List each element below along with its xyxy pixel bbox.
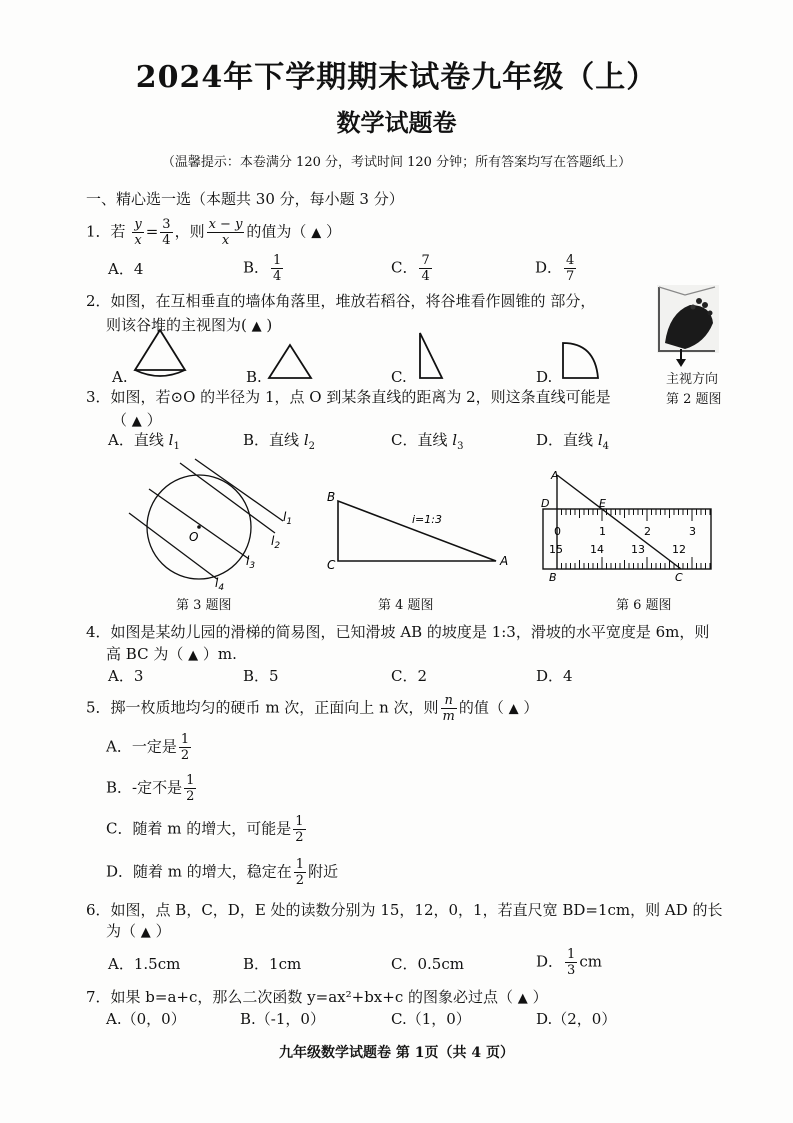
page-footer: 九年级数学试题卷 第 1页（共 4 页） <box>279 1045 514 1061</box>
label-c: C <box>675 571 683 584</box>
question-1 <box>86 217 341 248</box>
q2-option-b-figure <box>265 340 315 385</box>
label-b: B <box>549 571 557 584</box>
label-l1: $l_1$ <box>283 510 293 527</box>
q4-option-d: D．4 <box>536 667 573 685</box>
ruler-bottom-number: 13 <box>631 543 645 556</box>
line-l2 <box>180 463 275 533</box>
q3-option-c: C．直线 $l_3$ <box>391 431 464 452</box>
answer-blank-marker: ▲ <box>251 319 262 334</box>
label-d: D <box>541 497 550 510</box>
label-e: E <box>599 497 606 510</box>
q6-option-b: B．1cm <box>243 955 302 973</box>
q2-option-b-label: B. <box>246 368 262 386</box>
photo-view-direction-label: 主视方向 <box>666 372 719 387</box>
q2-option-a-figure <box>130 325 190 385</box>
label-a: A <box>551 469 559 482</box>
answer-blank-marker: ▲ <box>311 225 322 241</box>
exam-tip: （温馨提示：本卷满分 120 分，考试时间 120 分钟；所有答案均写在答题纸上） <box>161 155 632 170</box>
label-l2: $l_2$ <box>271 534 281 551</box>
q2-line1: 2．如图，在互相垂直的墙体角落里，堆放若稻谷，将谷堆看作圆锥的 部分， <box>86 292 596 310</box>
ruler-bottom-number: 15 <box>549 543 563 556</box>
fig6-ruler-diagram <box>535 465 720 585</box>
q7-option-d: D.（2，0） <box>536 1010 617 1028</box>
q4-line1: 4．如图是某幼儿园的滑梯的简易图，已知滑坡 AB 的坡度是 1:3，滑坡的水平宽度是 6m，则 <box>86 623 710 641</box>
fig3-circle-diagram <box>125 455 305 590</box>
q5-option-a: A．一定是 $\frac{1}{2}$ <box>106 732 190 763</box>
question-5: 5．掷一枚质地均匀的硬币 m 次，正面向上 n 次，则 $\frac{n}{m}$ 的值（ ▲ ） <box>86 693 539 724</box>
ruler-top-number: 0 <box>554 525 561 538</box>
slope-label: i=1:3 <box>412 513 442 526</box>
line-l1 <box>195 459 283 521</box>
q1-given-frac: $\frac{y}{x}$ <box>134 217 142 248</box>
q1-option-a: A．4 <box>108 260 144 278</box>
q7-option-a: A.（0，0） <box>106 1010 186 1028</box>
q1-post: ，则 <box>174 222 205 241</box>
label-a: A <box>500 554 509 568</box>
q6-line1: 6．如图，点 B，C，D，E 处的读数分别为 15，12，0，1，若直尺宽 BD=1cm，则 AD 的长 <box>86 901 723 919</box>
q3-option-d: D．直线 $l_4$ <box>536 431 609 452</box>
q7-option-b: B.（-1，0） <box>240 1010 325 1028</box>
q1-num: 1． <box>86 222 111 241</box>
q7-option-c: C.（1，0） <box>391 1010 471 1028</box>
label-b: B <box>327 490 336 504</box>
q2-option-a-label: A. <box>112 368 128 386</box>
q2-option-d-label: D. <box>536 368 553 386</box>
fig4-caption: 第 4 题图 <box>378 598 434 613</box>
exam-subtitle: 数学试题卷 <box>336 108 457 137</box>
label-l3: $l_3$ <box>246 554 256 571</box>
exam-title: 2024年下学期期末试卷九年级（上） <box>135 60 658 95</box>
q6-option-a: A．1.5cm <box>108 955 181 973</box>
ruler-bottom-number: 12 <box>672 543 686 556</box>
line-l3 <box>149 489 249 559</box>
q5-option-b: B．-定不是 $\frac{1}{2}$ <box>106 773 195 804</box>
grain-pile-photo <box>655 283 721 368</box>
answer-blank-marker: ▲ <box>517 991 528 1006</box>
ruler-top-number: 2 <box>644 525 651 538</box>
fig6-caption: 第 6 题图 <box>616 598 672 613</box>
q3-line2: （ ▲ ） <box>112 411 162 429</box>
section-heading: 一、精心选一选（本题共 30 分，每小题 3 分） <box>86 190 404 208</box>
question-7: 7．如果 b=a+c，那么二次函数 y=ax²+bx+c 的图象必过点（ ▲ ） <box>86 988 548 1006</box>
q6-option-c: C．0.5cm <box>391 955 464 973</box>
q4-line2: 高 BC 为（ ▲ ）m. <box>106 645 237 663</box>
q4-option-a: A．3 <box>108 667 144 685</box>
q1-post2: 的值为（ <box>246 222 307 241</box>
label-o: O <box>189 530 199 544</box>
q2-option-c-label: C. <box>391 368 407 386</box>
q1-close: ） <box>326 222 342 241</box>
label-c: C <box>327 558 336 572</box>
fig4-slide-diagram <box>322 485 517 575</box>
q2-option-d-figure <box>555 338 605 383</box>
answer-blank-marker: ▲ <box>131 414 142 429</box>
q6-line2: 为（ ▲ ） <box>106 922 171 940</box>
q4-option-c: C．2 <box>391 667 428 685</box>
q5-option-d: D．随着 m 的增大，稳定在 $\frac{1}{2}$ 附近 <box>106 857 339 888</box>
q3-option-b: B．直线 $l_2$ <box>243 431 315 452</box>
label-l4: $l_4$ <box>215 576 225 590</box>
fig2-caption: 第 2 题图 <box>666 392 722 407</box>
fig3-caption: 第 3 题图 <box>176 598 232 613</box>
q1-ratio-frac: $\frac{3}{4}$ <box>162 217 171 248</box>
q2-option-c-figure <box>410 328 450 383</box>
q2-line2: 则该谷堆的主视图为( ▲ ) <box>106 316 273 334</box>
q3-line1: 3．如图，若⊙O 的半径为 1，点 O 到某条直线的距离为 2，则这条直线可能是 <box>86 388 611 406</box>
answer-blank-marker: ▲ <box>140 925 151 940</box>
answer-blank-marker: ▲ <box>508 701 519 717</box>
q1-option-b: B． $\frac{1}{4}$ <box>243 253 282 284</box>
ruler-bottom-number: 14 <box>590 543 604 556</box>
line-l4 <box>129 513 217 579</box>
answer-blank-marker: ▲ <box>188 648 199 663</box>
center-point <box>197 525 201 529</box>
q1-expr-frac: $\frac{x - y}{x}$ <box>208 217 243 248</box>
ruler-top-number: 1 <box>599 525 606 538</box>
q3-option-a: A．直线 $l_1$ <box>108 431 180 452</box>
q6-option-d: D． $\frac{1}{3}$ cm <box>536 947 602 978</box>
q1-pre: 若 <box>110 222 126 241</box>
q1-option-d: D． $\frac{4}{7}$ <box>535 253 575 284</box>
q4-option-b: B．5 <box>243 667 279 685</box>
q1-option-c: C． $\frac{7}{4}$ <box>391 253 430 284</box>
ruler-top-number: 3 <box>689 525 696 538</box>
q5-option-c: C．随着 m 的增大，可能是 $\frac{1}{2}$ <box>106 814 304 845</box>
q1-eq: = <box>145 222 159 241</box>
